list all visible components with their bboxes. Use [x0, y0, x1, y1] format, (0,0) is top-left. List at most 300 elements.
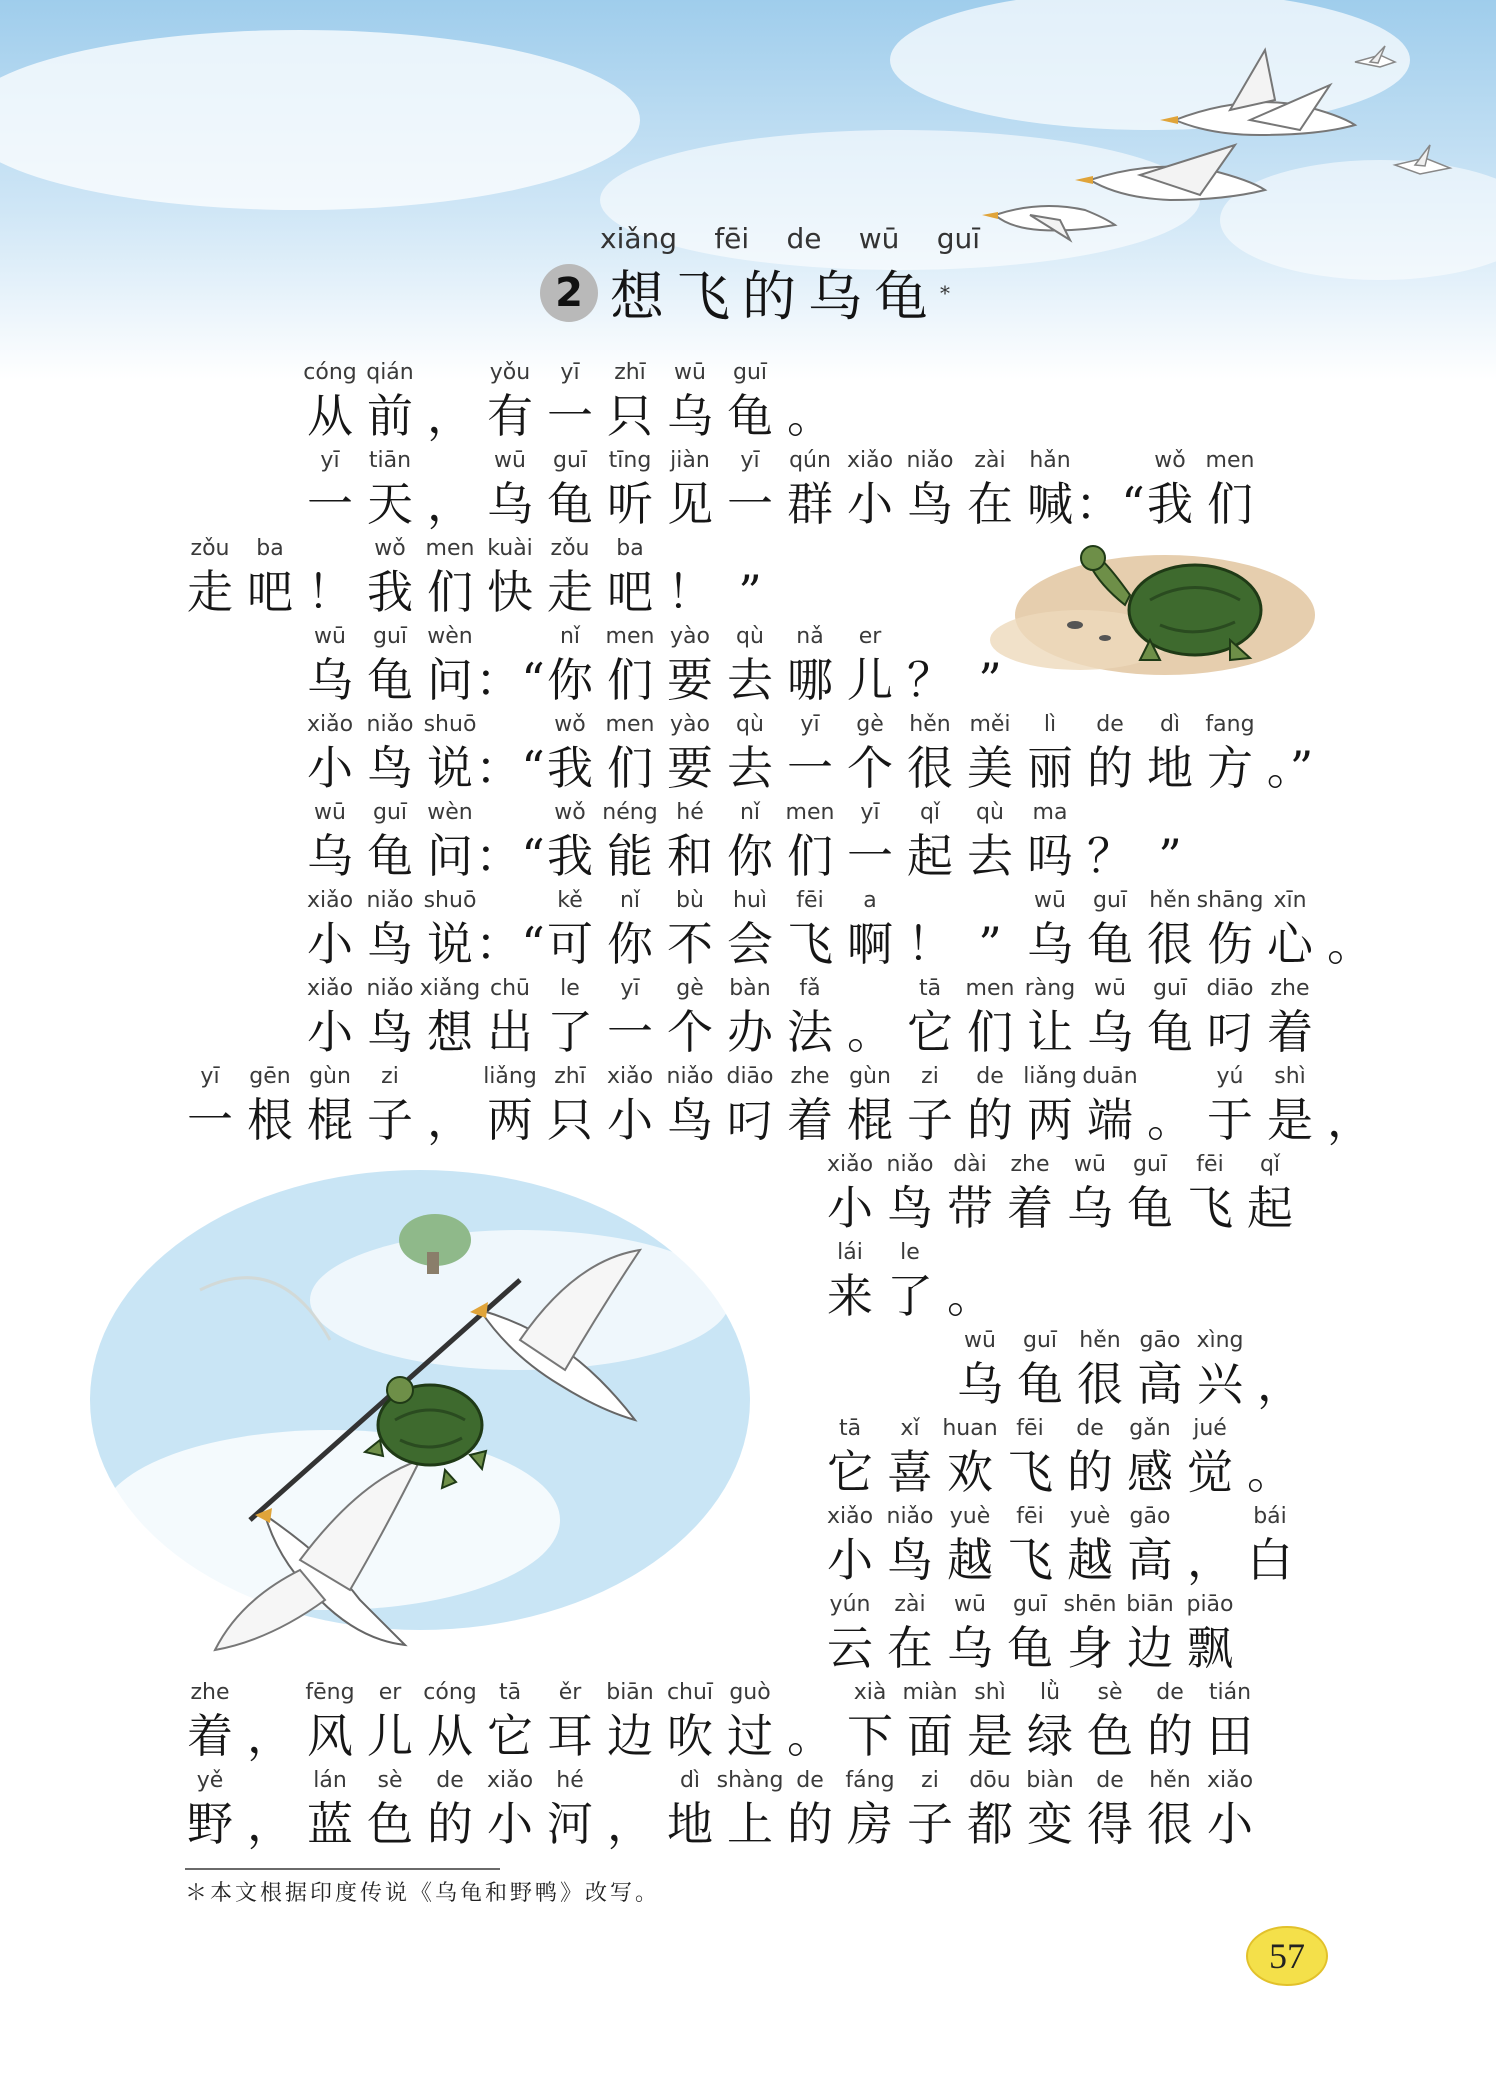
hanzi: 小	[607, 1093, 653, 1147]
character-with-pinyin	[880, 1590, 940, 1676]
pinyin: de	[436, 1768, 464, 1793]
hanzi: 丽	[1027, 741, 1073, 795]
hanzi: 地	[1147, 741, 1193, 795]
hanzi: 小	[827, 1533, 873, 1587]
pinyin: wǒ	[554, 800, 586, 825]
hanzi: 说	[427, 741, 473, 795]
character-with-pinyin	[660, 886, 720, 972]
hanzi: 蓝	[307, 1797, 353, 1851]
pinyin: shēn	[1063, 1592, 1117, 1617]
pinyin: dài	[953, 1152, 987, 1177]
character-with-pinyin	[300, 710, 360, 796]
character-with-pinyin	[540, 798, 600, 884]
character-with-pinyin	[240, 1766, 300, 1852]
story-line	[300, 446, 1260, 532]
pinyin: néng	[602, 800, 658, 825]
character-with-pinyin	[660, 798, 720, 884]
character-with-pinyin	[1000, 1502, 1060, 1588]
character-with-pinyin	[240, 1062, 300, 1148]
hanzi: 有	[487, 389, 533, 443]
character-with-pinyin	[960, 1766, 1020, 1852]
character-with-pinyin	[660, 446, 720, 532]
pinyin: yī	[800, 712, 820, 737]
character-with-pinyin	[360, 798, 420, 884]
character-with-pinyin	[475, 886, 545, 972]
pinyin: le	[560, 976, 580, 1001]
character-with-pinyin	[540, 710, 600, 796]
hanzi: ？	[1087, 829, 1133, 883]
pinyin: niǎo	[366, 888, 414, 913]
pinyin: měi	[969, 712, 1011, 737]
pinyin: wū	[494, 448, 526, 473]
pinyin: zhe	[1270, 976, 1310, 1001]
character-with-pinyin	[480, 358, 540, 444]
hanzi: 出	[487, 1005, 533, 1059]
character-with-pinyin	[900, 974, 960, 1060]
pinyin: wǒ	[374, 536, 406, 561]
story-line	[180, 534, 780, 620]
story-line	[820, 1150, 1300, 1236]
pinyin: bái	[1253, 1504, 1287, 1529]
page-number: 57	[1269, 1936, 1305, 1976]
pinyin: shì	[974, 1680, 1006, 1705]
pinyin: yī	[860, 800, 880, 825]
hanzi: 小	[1207, 1797, 1253, 1851]
hanzi: 边	[1127, 1621, 1173, 1675]
hanzi: 喊	[1027, 477, 1073, 531]
hanzi: 一	[607, 1005, 653, 1059]
hanzi: 问	[427, 653, 473, 707]
character-with-pinyin	[1200, 446, 1260, 532]
pinyin: nǐ	[739, 800, 761, 825]
hanzi: 鸟	[887, 1533, 933, 1587]
hanzi: 白	[1247, 1533, 1293, 1587]
pinyin: nǐ	[619, 888, 641, 913]
pinyin: kuài	[487, 536, 533, 561]
pinyin: lái	[837, 1240, 863, 1265]
hanzi: ，	[427, 1093, 473, 1147]
footnote-divider	[185, 1868, 500, 1870]
character-with-pinyin	[900, 798, 960, 884]
pinyin: wū	[314, 624, 346, 649]
hanzi: ，	[607, 1797, 653, 1851]
pinyin: kě	[557, 888, 583, 913]
hanzi: 走	[547, 565, 593, 619]
hanzi: 一	[547, 389, 593, 443]
hanzi: 越	[947, 1533, 993, 1587]
character-with-pinyin	[840, 710, 900, 796]
character-with-pinyin	[960, 446, 1020, 532]
character-with-pinyin	[1240, 1502, 1300, 1588]
character-with-pinyin	[480, 534, 540, 620]
character-with-pinyin	[1140, 1678, 1200, 1764]
hanzi: ”	[1158, 829, 1182, 883]
character-with-pinyin	[1130, 1326, 1190, 1412]
hanzi: 吹	[667, 1709, 713, 1763]
character-with-pinyin	[1020, 1766, 1080, 1852]
pinyin: diāo	[726, 1064, 774, 1089]
character-with-pinyin	[600, 358, 660, 444]
hanzi: 哪	[787, 653, 833, 707]
hanzi: 。	[1247, 1445, 1293, 1499]
pinyin: yǒu	[489, 360, 531, 385]
hanzi: 龟	[1017, 1357, 1063, 1411]
pinyin: jué	[1193, 1416, 1227, 1441]
character-with-pinyin	[1140, 1062, 1200, 1148]
hanzi: 乌	[307, 653, 353, 707]
hanzi: 只	[607, 389, 653, 443]
hanzi: 和	[667, 829, 713, 883]
hanzi: 风	[307, 1709, 353, 1763]
hanzi: 天	[367, 477, 413, 531]
character-with-pinyin	[475, 710, 545, 796]
character-with-pinyin	[1200, 1766, 1260, 1852]
hanzi: 小	[307, 917, 353, 971]
character-with-pinyin	[420, 886, 480, 972]
hanzi: ，	[1187, 1533, 1233, 1587]
footnote: ＊本文根据印度传说《乌龟和野鸭》改写。	[185, 1881, 661, 1906]
pinyin: zi	[921, 1768, 939, 1793]
hanzi: 们	[607, 653, 653, 707]
character-with-pinyin	[300, 1062, 360, 1148]
hanzi: 。	[947, 1269, 993, 1323]
hanzi: 都	[967, 1797, 1013, 1851]
hanzi: 小	[487, 1797, 533, 1851]
pinyin: hěn	[909, 712, 951, 737]
pinyin: tā	[918, 976, 942, 1001]
story-line	[300, 710, 1320, 796]
hanzi: 河	[547, 1797, 593, 1851]
pinyin: huì	[733, 888, 767, 913]
hanzi: 起	[1247, 1181, 1293, 1235]
pinyin: xīn	[1273, 888, 1307, 913]
character-with-pinyin	[420, 798, 480, 884]
hanzi: ”	[978, 917, 1002, 971]
pinyin: shì	[1274, 1064, 1306, 1089]
hanzi: ：“	[1075, 477, 1145, 531]
character-with-pinyin	[1080, 710, 1140, 796]
hanzi: 儿	[367, 1709, 413, 1763]
hanzi: 高	[1127, 1533, 1173, 1587]
character-with-pinyin	[780, 710, 840, 796]
hanzi: 见	[667, 477, 713, 531]
character-with-pinyin	[1260, 974, 1320, 1060]
pinyin: nǎ	[796, 624, 824, 649]
hanzi: ，	[247, 1709, 293, 1763]
hanzi: 鸟	[887, 1181, 933, 1235]
hanzi: ，	[427, 389, 473, 443]
hanzi: 快	[487, 565, 533, 619]
hanzi: 棍	[307, 1093, 353, 1147]
hanzi: 绿	[1027, 1709, 1073, 1763]
pinyin: yī	[320, 448, 340, 473]
character-with-pinyin	[1080, 798, 1140, 884]
hanzi: 让	[1027, 1005, 1073, 1059]
hanzi: 听	[607, 477, 653, 531]
character-with-pinyin	[1140, 798, 1200, 884]
character-with-pinyin	[540, 358, 600, 444]
hanzi: 田	[1207, 1709, 1253, 1763]
character-with-pinyin	[300, 1678, 360, 1764]
hanzi: 高	[1137, 1357, 1183, 1411]
pinyin: fēi	[1196, 1152, 1224, 1177]
pinyin: liǎng	[483, 1064, 537, 1089]
character-with-pinyin	[540, 1678, 600, 1764]
hanzi: ，	[1257, 1357, 1303, 1411]
pinyin: guī	[372, 624, 408, 649]
pinyin: men	[605, 712, 655, 737]
character-with-pinyin	[360, 1766, 420, 1852]
hanzi: 我	[367, 565, 413, 619]
pinyin: liǎng	[1023, 1064, 1077, 1089]
title-pinyin-syllable: xiǎng	[600, 222, 678, 255]
hanzi: 。	[1147, 1093, 1193, 1147]
pinyin: niǎo	[886, 1152, 934, 1177]
hanzi: 色	[1087, 1709, 1133, 1763]
hanzi: ！	[667, 565, 713, 619]
pinyin: guò	[729, 1680, 771, 1705]
character-with-pinyin	[660, 1678, 720, 1764]
pinyin: yī	[620, 976, 640, 1001]
pinyin: fang	[1205, 712, 1255, 737]
character-with-pinyin	[960, 1678, 1020, 1764]
hanzi: 根	[247, 1093, 293, 1147]
pinyin: de	[1156, 1680, 1184, 1705]
hanzi: ！	[907, 917, 953, 971]
character-with-pinyin	[1200, 1678, 1260, 1764]
character-with-pinyin	[960, 622, 1020, 708]
hanzi: 走	[187, 565, 233, 619]
pinyin: wū	[1074, 1152, 1106, 1177]
character-with-pinyin	[960, 798, 1020, 884]
hanzi: 们	[607, 741, 653, 795]
hanzi: 飞	[787, 917, 833, 971]
character-with-pinyin	[360, 886, 420, 972]
character-with-pinyin	[780, 974, 840, 1060]
pinyin: guī	[1132, 1152, 1168, 1177]
hanzi: 于	[1207, 1093, 1253, 1147]
character-with-pinyin	[820, 1502, 880, 1588]
hanzi: 。	[787, 1709, 833, 1763]
pinyin: wū	[1034, 888, 1066, 913]
pinyin: gè	[856, 712, 884, 737]
lesson-number-badge: 2	[540, 264, 598, 322]
pinyin: zi	[921, 1064, 939, 1089]
pinyin: zǒu	[550, 536, 590, 561]
character-with-pinyin	[880, 1502, 940, 1588]
hanzi: 起	[907, 829, 953, 883]
hanzi: 端	[1087, 1093, 1133, 1147]
hanzi: 它	[827, 1445, 873, 1499]
hanzi: 你	[547, 653, 593, 707]
pinyin: guī	[1022, 1328, 1058, 1353]
character-with-pinyin	[1080, 974, 1140, 1060]
hanzi: 着	[187, 1709, 233, 1763]
pinyin: zhī	[554, 1064, 586, 1089]
character-with-pinyin	[820, 1150, 880, 1236]
character-with-pinyin	[1020, 1678, 1080, 1764]
pinyin: wū	[674, 360, 706, 385]
pinyin: xiǎo	[306, 712, 354, 737]
hanzi: 吧	[607, 565, 653, 619]
hanzi: 飞	[1007, 1533, 1053, 1587]
character-with-pinyin	[660, 1062, 720, 1148]
hanzi: 美	[967, 741, 1013, 795]
hanzi: 。”	[1266, 741, 1314, 795]
character-with-pinyin	[300, 622, 360, 708]
character-with-pinyin	[820, 1414, 880, 1500]
pinyin: qù	[736, 624, 764, 649]
character-with-pinyin	[420, 622, 480, 708]
character-with-pinyin	[1060, 1150, 1120, 1236]
story-line	[820, 1590, 1240, 1676]
pinyin: tián	[1208, 1680, 1252, 1705]
character-with-pinyin	[480, 1062, 540, 1148]
character-with-pinyin	[1260, 710, 1320, 796]
hanzi: 的	[1147, 1709, 1193, 1763]
character-with-pinyin	[540, 1766, 600, 1852]
character-with-pinyin	[1120, 1150, 1180, 1236]
character-with-pinyin	[1120, 1502, 1180, 1588]
character-with-pinyin	[1320, 886, 1380, 972]
page-title: 想飞的乌龟	[610, 265, 940, 328]
character-with-pinyin	[1020, 446, 1080, 532]
character-with-pinyin	[900, 1766, 960, 1852]
pinyin: xià	[853, 1680, 887, 1705]
hanzi: 龟	[727, 389, 773, 443]
character-with-pinyin	[540, 974, 600, 1060]
pinyin: guī	[732, 360, 768, 385]
pinyin: gùn	[849, 1064, 891, 1089]
hanzi: 在	[967, 477, 1013, 531]
hanzi: 法	[787, 1005, 833, 1059]
character-with-pinyin	[600, 1766, 660, 1852]
pinyin: men	[425, 536, 475, 561]
hanzi: 带	[947, 1181, 993, 1235]
pinyin: er	[378, 1680, 402, 1705]
character-with-pinyin	[900, 1062, 960, 1148]
character-with-pinyin	[420, 1766, 480, 1852]
hanzi: 乌	[307, 829, 353, 883]
hanzi: 乌	[1087, 1005, 1133, 1059]
pinyin: xiǎo	[846, 448, 894, 473]
hanzi: 个	[667, 1005, 713, 1059]
hanzi: 变	[1027, 1797, 1073, 1851]
pinyin: xiǎo	[306, 976, 354, 1001]
hanzi: 一	[727, 477, 773, 531]
hanzi: 从	[427, 1709, 473, 1763]
pinyin: fēng	[305, 1680, 355, 1705]
pinyin: men	[785, 800, 835, 825]
character-with-pinyin	[880, 1238, 940, 1324]
pinyin: shuō	[423, 712, 477, 737]
pinyin: tīng	[608, 448, 652, 473]
hanzi: 来	[827, 1269, 873, 1323]
character-with-pinyin	[940, 1414, 1000, 1500]
pinyin: fēi	[1016, 1504, 1044, 1529]
pinyin: piāo	[1186, 1592, 1234, 1617]
hanzi: 能	[607, 829, 653, 883]
pinyin: guī	[552, 448, 588, 473]
character-with-pinyin	[960, 886, 1020, 972]
hanzi: 问	[427, 829, 473, 883]
character-with-pinyin	[300, 798, 360, 884]
pinyin: ràng	[1024, 976, 1076, 1001]
pinyin: biān	[1126, 1592, 1174, 1617]
character-with-pinyin	[780, 1766, 840, 1852]
character-with-pinyin	[1020, 798, 1080, 884]
hanzi: 上	[727, 1797, 773, 1851]
character-with-pinyin	[720, 1678, 780, 1764]
pinyin: shuō	[423, 888, 477, 913]
hanzi: 龟	[1127, 1181, 1173, 1235]
pinyin: men	[605, 624, 655, 649]
pinyin: cóng	[303, 360, 357, 385]
story-line	[300, 798, 1200, 884]
pinyin: fáng	[845, 1768, 895, 1793]
character-with-pinyin	[1180, 1150, 1240, 1236]
character-with-pinyin	[1120, 1590, 1180, 1676]
character-with-pinyin	[360, 1062, 420, 1148]
title-pinyin-syllable: fēi	[714, 222, 750, 255]
hanzi: 很	[1077, 1357, 1123, 1411]
character-with-pinyin	[420, 1678, 480, 1764]
pinyin: de	[1096, 1768, 1124, 1793]
hanzi: ，	[247, 1797, 293, 1851]
hanzi: 儿	[847, 653, 893, 707]
character-with-pinyin	[475, 798, 545, 884]
hanzi: 们	[787, 829, 833, 883]
character-with-pinyin	[900, 1678, 960, 1764]
pinyin: ba	[616, 536, 644, 561]
pinyin: wèn	[427, 624, 473, 649]
hanzi: 你	[607, 917, 653, 971]
character-with-pinyin	[1000, 1414, 1060, 1500]
pinyin: xiǎo	[1206, 1768, 1254, 1793]
character-with-pinyin	[600, 622, 660, 708]
hanzi: 耳	[547, 1709, 593, 1763]
hanzi: 在	[887, 1621, 933, 1675]
pinyin: ma	[1032, 800, 1068, 825]
character-with-pinyin	[240, 534, 300, 620]
hanzi: 鸟	[367, 917, 413, 971]
character-with-pinyin	[720, 358, 780, 444]
character-with-pinyin	[1240, 1414, 1300, 1500]
character-with-pinyin	[1060, 1590, 1120, 1676]
hanzi: 去	[727, 741, 773, 795]
character-with-pinyin	[1120, 1414, 1180, 1500]
character-with-pinyin	[1190, 1326, 1250, 1412]
character-with-pinyin	[1060, 1414, 1120, 1500]
character-with-pinyin	[360, 974, 420, 1060]
hanzi: 喜	[887, 1445, 933, 1499]
pinyin: huan	[942, 1416, 998, 1441]
hanzi: 我	[547, 741, 593, 795]
hanzi: 很	[1147, 1797, 1193, 1851]
lesson-title-pinyin	[600, 222, 980, 255]
pinyin: guī	[372, 800, 408, 825]
character-with-pinyin	[300, 358, 360, 444]
pinyin: yuè	[949, 1504, 991, 1529]
pinyin: xiǎo	[486, 1768, 534, 1793]
pinyin: qún	[789, 448, 831, 473]
pinyin: a	[863, 888, 877, 913]
character-with-pinyin	[1075, 446, 1145, 532]
pinyin: biàn	[1026, 1768, 1074, 1793]
character-with-pinyin	[780, 358, 840, 444]
character-with-pinyin	[1260, 886, 1320, 972]
character-with-pinyin	[240, 1678, 300, 1764]
